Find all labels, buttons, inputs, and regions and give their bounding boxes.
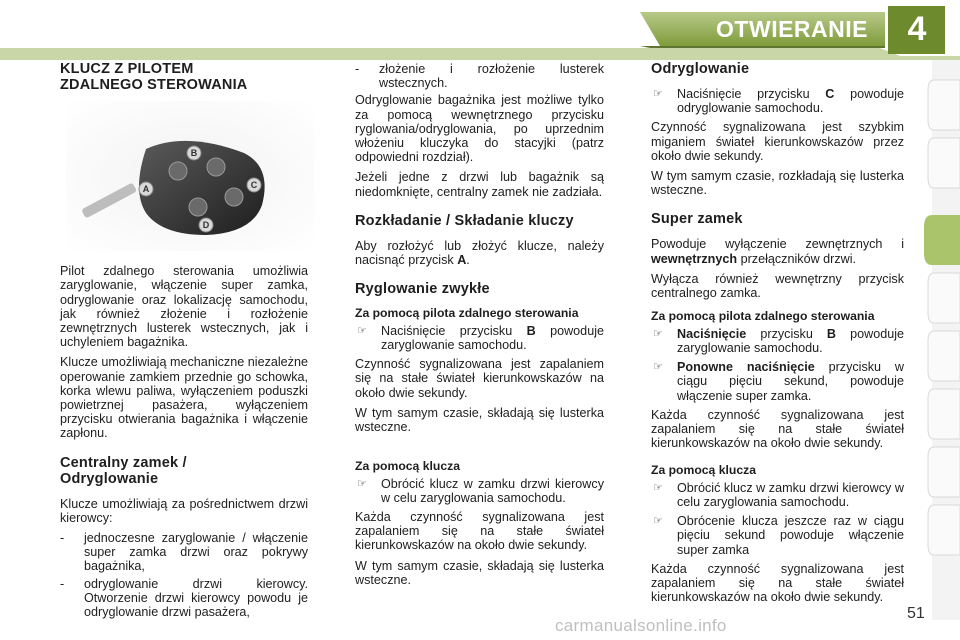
pointing-hand-icon: ☞ [653, 327, 663, 340]
super-bold: wewnętrznych [651, 251, 738, 266]
bullet-post: powoduje zaryglowanie samochodu. [381, 323, 604, 352]
super-post: przełączników drzwi. [740, 251, 857, 266]
list-item [60, 531, 308, 574]
key-label-c: C [250, 180, 258, 190]
list-item [60, 577, 308, 620]
paragraph: Czynność sygnalizowana jest zapalaniem się na stałe świateł kierunkowskazów na około dwie sekundy. [355, 357, 604, 400]
paragraph [355, 239, 604, 267]
watermark: carmanualsonline.info [555, 616, 727, 635]
title-line-2: ZDALNEGO STEROWANIA [60, 77, 248, 93]
subheading: Za pomocą pilota zdalnego sterowania [651, 309, 875, 324]
pointing-hand-icon: ☞ [653, 361, 663, 374]
section-heading: Super zamek [651, 211, 743, 228]
bullet-pre: Naciśnięcie przycisku [677, 87, 810, 101]
paragraph: Klucze umożliwiają mechaniczne niezależne operowanie zamkiem przednie go schowka, korka wlewu paliwa, wyłączeniem poduszki powietrznej pasażera, wyłączeniem przycisku otwierania bagażnika i włączenie zapłonu. [60, 355, 308, 441]
section-heading: Rozkładanie / Składanie kluczy [355, 212, 574, 229]
list-item-text: Obrócić klucz w zamku drzwi kierowcy w celu zaryglowania samochodu. [381, 476, 604, 505]
bullet-bold: Naciśnięcie [677, 326, 747, 341]
key-label-a: A [142, 184, 150, 194]
page-number: 51 [907, 605, 925, 622]
pointing-hand-icon: ☞ [653, 88, 663, 100]
paragraph: Jeżeli jedne z drzwi lub bagażnik są niedomknięte, centralny zamek nie zadziała. [355, 170, 604, 199]
list-item-text: jednoczesne zaryglowanie / włączenie super zamka drzwi oraz pokrywy bagażnika, [84, 531, 308, 574]
subheading: Za pomocą klucza [651, 463, 756, 478]
heading-line-1: Centralny zamek / [60, 454, 187, 471]
pointing-hand-icon: ☞ [357, 324, 367, 337]
bullet-mid: przycisku [760, 326, 813, 341]
list-item-text [381, 324, 604, 352]
column-3 [651, 55, 904, 610]
fold-end: . [466, 253, 470, 268]
pointing-hand-icon: ☞ [653, 515, 663, 528]
key-ref: A [457, 253, 467, 268]
chapter-title: OTWIERANIE [716, 16, 868, 42]
bullet-pre: Naciśnięcie przycisku [381, 323, 513, 338]
paragraph: Każda czynność sygnalizowana jest zapalaniem się na stałe świateł kierunkowskazów na około dwie sekundy. [651, 407, 904, 451]
section-heading [60, 455, 308, 487]
list-item-text [677, 327, 904, 355]
title-line-1: KLUCZ Z PILOTEM [60, 61, 194, 77]
chapter-tabs [924, 60, 960, 620]
list-item [651, 360, 904, 403]
section-heading: Ryglowanie zwykłe [355, 281, 490, 298]
paragraph: W tym samym czasie, składają się lusterka wsteczne. [355, 558, 604, 587]
bullet-post: powoduje zaryglowanie samochodu. [677, 326, 905, 355]
key-label-b: B [190, 148, 198, 158]
paragraph: Odryglowanie bagażnika jest możliwe tylko za pomocą wewnętrznego przycisku ryglowania/odryglowania, po uprzednim włożeniu kluczyka do stacyjki (patrz odpowiedni rozdział). [355, 93, 604, 165]
active-chapter-tab [924, 215, 960, 265]
list-item-text: Obrócić klucz w zamku drzwi kierowcy w celu zaryglowania samochodu. [677, 480, 904, 510]
key-label-d: D [202, 220, 210, 230]
dash-marker: - [60, 576, 65, 591]
fold-text: Aby rozłożyć lub złożyć klucze, należy nacisnąć przycisk [355, 238, 604, 268]
remote-key-illustration [66, 101, 314, 251]
super-pre: Powoduje wyłączenie zewnętrznych i [651, 237, 904, 252]
list-item [355, 62, 604, 90]
list-item [355, 324, 604, 352]
list-item [355, 477, 604, 505]
paragraph: Wyłącza również wewnętrzny przycisk centralnego zamka. [651, 271, 904, 301]
list-item-text [677, 360, 904, 403]
bullet-post: powoduje odryglowanie samochodu. [677, 87, 905, 116]
key-ref: C [825, 87, 835, 101]
column-2 [355, 62, 604, 593]
column-1 [60, 55, 308, 622]
paragraph: Każda czynność sygnalizowana jest zapalaniem się na stałe świateł kierunkowskazów na około dwie sekundy. [651, 561, 904, 605]
section-heading: Odryglowanie [651, 61, 750, 77]
paragraph [651, 237, 904, 265]
subheading: Za pomocą pilota zdalnego sterowania [355, 306, 579, 321]
chapter-number: 4 [907, 10, 927, 48]
paragraph: Każda czynność sygnalizowana jest zapalaniem się na stałe świateł kierunkowskazów na około dwie sekundy. [355, 510, 604, 553]
dash-marker: - [60, 531, 65, 546]
pointing-hand-icon: ☞ [653, 481, 663, 494]
heading-line-2: Odryglowanie [60, 470, 159, 487]
bullet-post: przycisku w ciągu pięciu sekund, powoduje włączenie super zamka. [677, 360, 904, 403]
paragraph: Klucze umożliwiają za pośrednictwem drzwi kierowcy: [60, 496, 308, 525]
list-item [651, 87, 904, 115]
list-item-text: odryglowanie drzwi kierowcy. Otworzenie drzwi kierowcy powodu je odryglowanie drzwi pasażera, [84, 576, 308, 620]
list-item [651, 327, 904, 355]
key-ref: B [826, 326, 837, 341]
list-item-text [677, 87, 904, 115]
paragraph: Pilot zdalnego sterowania umożliwia zaryglowanie, włączenie super zamka, odryglowanie oraz lokalizację samochodu, jak również złożenie i rozłożenie zewnętrznych lusterek wstecznych, jak i uchyleniem bagażnika. [60, 264, 308, 350]
paragraph: W tym samym czasie, składają się lusterka wsteczne. [355, 405, 604, 434]
list-item [651, 481, 904, 509]
list-item-text: Obrócenie klucza jeszcze raz w ciągu pięciu sekund powoduje włączenie super zamka [677, 514, 904, 557]
dash-marker: - [355, 62, 360, 76]
page-header [0, 0, 960, 60]
section-title [60, 61, 308, 93]
list-item [651, 514, 904, 557]
pointing-hand-icon: ☞ [357, 477, 367, 490]
key-ref: B [526, 323, 536, 338]
paragraph: W tym samym czasie, rozkładają się lusterka wsteczne. [651, 169, 904, 198]
subheading: Za pomocą klucza [355, 459, 460, 474]
bullet-bold: Ponowne naciśnięcie [677, 360, 815, 375]
list-item-text: złożenie i rozłożenie lusterek wstecznych. [379, 62, 604, 91]
paragraph: Czynność sygnalizowana jest szybkim miganiem świateł kierunkowskazów przez około dwie sekundy. [651, 120, 904, 163]
